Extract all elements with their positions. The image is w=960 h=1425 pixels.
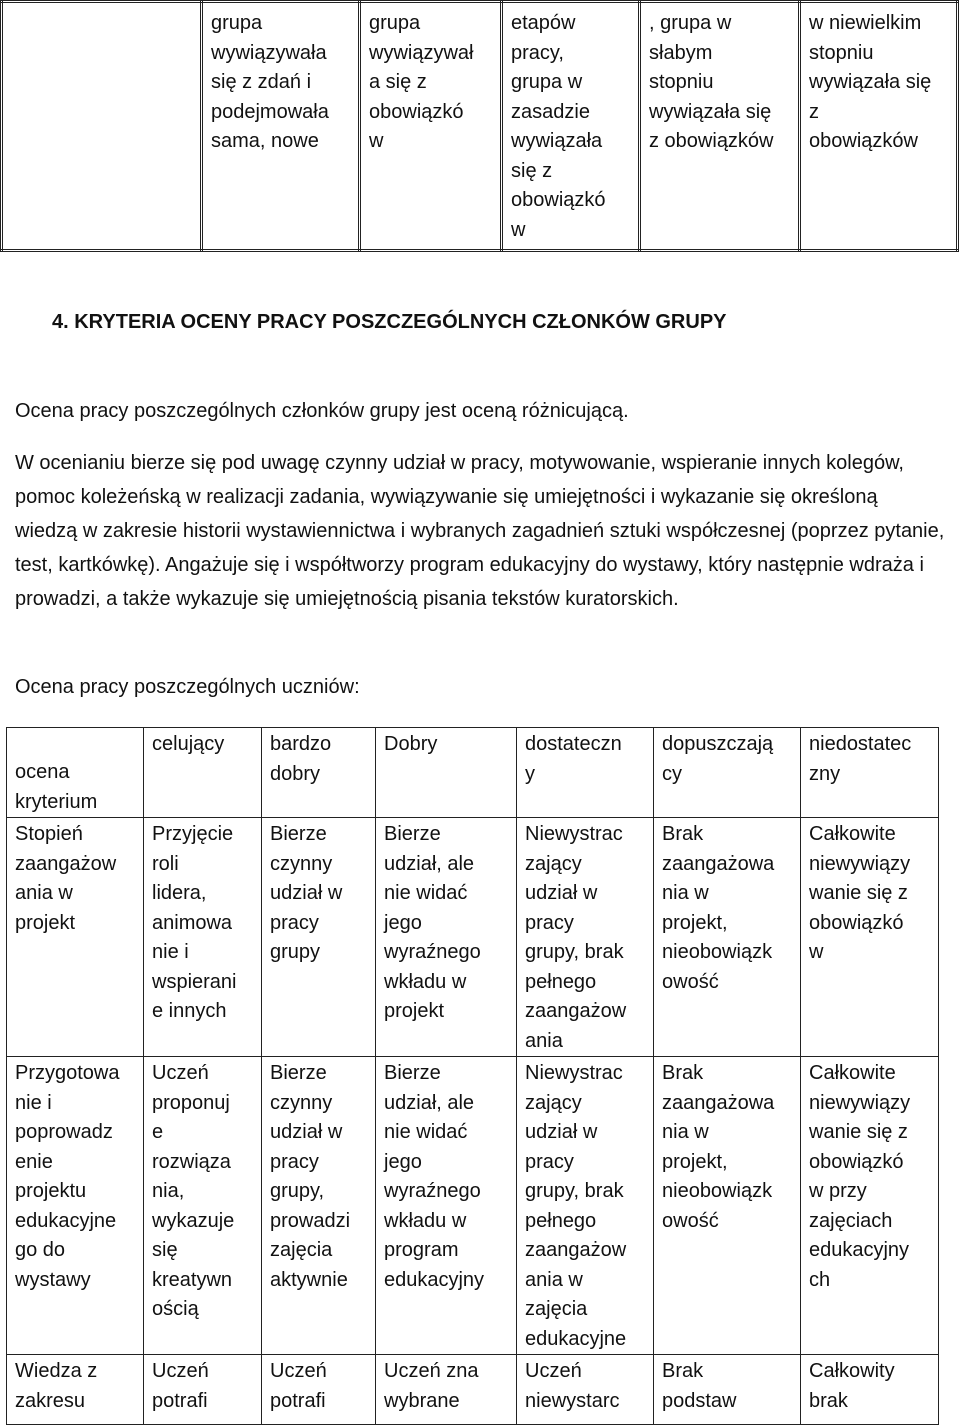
cell-text: Uczeń potrafi <box>270 1360 327 1412</box>
cell-text: , grupa w słabym stopniu wywiązała się z obowiązków <box>649 12 774 152</box>
table-header-row <box>7 728 939 818</box>
cell-text: Uczeń zna wybrane <box>384 1360 479 1412</box>
table-header-cell <box>517 728 654 818</box>
table-row <box>2 2 958 251</box>
cell-text: Bierze udział, ale nie widać jego wyraźnego wkładu w projekt <box>384 823 481 1022</box>
table-cell <box>144 818 262 1057</box>
cell-text: bardzo dobry <box>270 733 332 785</box>
table-cell <box>502 2 640 251</box>
table-cell <box>202 2 360 251</box>
cell-text: Stopień zaangażow ania w projekt <box>15 823 117 934</box>
cell-text: Bierze czynny udział w pracy grupy <box>270 823 343 963</box>
group-assessment-table <box>0 0 959 252</box>
table-cell <box>654 1355 801 1425</box>
cell-text: Uczeń proponuj e rozwiąza nia, wykazuje się kreatywn ością <box>152 1062 235 1320</box>
table-header-cell <box>376 728 517 818</box>
cell-text: Brak zaangażowa nia w projekt, nieobowiązk owość <box>662 823 775 993</box>
cell-text: Brak podstaw <box>662 1360 737 1412</box>
table-row <box>7 818 939 1057</box>
table-cell <box>801 1057 939 1355</box>
cell-text: Całkowity brak <box>809 1360 895 1412</box>
table-cell <box>376 818 517 1057</box>
table-cell <box>801 818 939 1057</box>
table-cell <box>376 1057 517 1355</box>
table-cell <box>654 1057 801 1355</box>
cell-text: dostateczn y <box>525 733 622 785</box>
cell-text: grupa wywiązywała się z zdań i podejmowała sama, nowe <box>211 12 329 152</box>
cell-text: grupa wywiązywał a się z obowiązkó w <box>369 12 474 152</box>
table-row <box>7 1057 939 1355</box>
cell-text: Bierze czynny udział w pracy grupy, prowadzi zajęcia aktywnie <box>270 1062 351 1291</box>
table-cell <box>262 1355 376 1425</box>
table-cell <box>360 2 502 251</box>
cell-text: Uczeń niewystarc <box>525 1360 620 1412</box>
criteria-table <box>6 727 939 1425</box>
cell-text: Całkowite niewywiązy wanie się z obowiązkó w przy zajęciach edukacyjny ch <box>809 1062 911 1291</box>
table-cell <box>144 1355 262 1425</box>
table-header-cell <box>144 728 262 818</box>
cell-text: w niewielkim stopniu wywiązała się z obowiązków <box>809 12 932 152</box>
cell-text: dopuszczają cy <box>662 733 774 785</box>
cell-text: Niewystrac zający udział w pracy grupy, brak pełnego zaangażow ania <box>525 823 627 1052</box>
cell-text: niedostatec zny <box>809 733 912 785</box>
table-cell <box>262 818 376 1057</box>
table-cell <box>144 1057 262 1355</box>
cell-text: Przyjęcie roli lidera, animowa nie i wspierani e innych <box>152 823 237 1022</box>
table-cell <box>7 1355 144 1425</box>
cell-text: Niewystrac zający udział w pracy grupy, brak pełnego zaangażow ania w zajęcia edukacyjne <box>525 1062 627 1350</box>
table-header-cell <box>801 728 939 818</box>
table-cell <box>517 818 654 1057</box>
cell-text: Wiedza z zakresu <box>15 1360 98 1412</box>
table-cell <box>517 1355 654 1425</box>
table-row <box>7 1355 939 1425</box>
cell-text: ocena kryterium <box>15 761 98 813</box>
table-cell <box>640 2 800 251</box>
table-cell <box>376 1355 517 1425</box>
table-header-cell <box>654 728 801 818</box>
table-cell <box>800 2 958 251</box>
cell-text: Bierze udział, ale nie widać jego wyraźnego wkładu w program edukacyjny <box>384 1062 485 1291</box>
cell-text: etapów pracy, grupa w zasadzie wywiązała się z obowiązkó w <box>511 12 606 241</box>
cell-text: celujący <box>152 733 225 755</box>
table-cell <box>7 1057 144 1355</box>
paragraph: Ocena pracy poszczególnych członków grupy jest oceną różnicującą. <box>15 400 629 422</box>
table-cell <box>654 818 801 1057</box>
table-header-cell <box>262 728 376 818</box>
cell-text: Uczeń potrafi <box>152 1360 209 1412</box>
cell-text: Dobry <box>384 733 438 755</box>
table-cell <box>517 1057 654 1355</box>
table-cell <box>2 2 202 251</box>
table-cell <box>7 818 144 1057</box>
table-cell <box>262 1057 376 1355</box>
cell-text: Całkowite niewywiązy wanie się z obowiązkó w <box>809 823 911 963</box>
paragraph: W ocenianiu bierze się pod uwagę czynny udział w pracy, motywowanie, wspieranie innych kolegów, pomoc koleżeńską w realizacji zadania, wywiązywanie się umiejętności i wykazanie się określoną wiedzą w zakresie historii wystawiennictwa i wybranych zagadnień sztuki współczesnej (poprzez pytanie, test, kartkówkę). Angażuje się i współtworzy program edukacyjny do wystawy, który następnie wdraża i prowadzi, a także wykazuje się umiejętnością pisania tekstów kuratorskich. <box>15 452 945 610</box>
paragraph: Ocena pracy poszczególnych uczniów: <box>15 676 360 698</box>
cell-text: Przygotowa nie i poprowadz enie projektu edukacyjne go do wystawy <box>15 1062 120 1291</box>
table-cell <box>801 1355 939 1425</box>
cell-text: Brak zaangażowa nia w projekt, nieobowiązk owość <box>662 1062 775 1232</box>
section-heading: 4. KRYTERIA OCENY PRACY POSZCZEGÓLNYCH CZŁONKÓW GRUPY <box>52 311 727 333</box>
table-header-cell <box>7 728 144 818</box>
